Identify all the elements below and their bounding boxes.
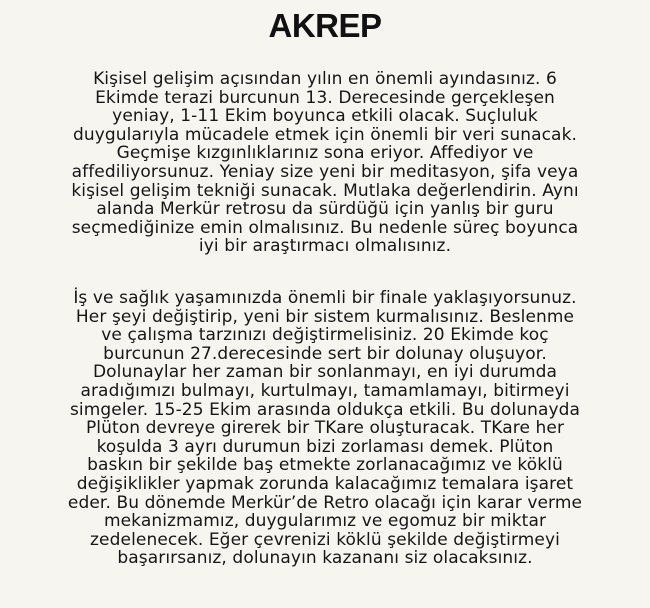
paragraph-line: zedelenecek. Eğer çevrenizi köklü şekilde değiştirmeyi — [90, 529, 560, 550]
paragraph-line: yeniay, 1-11 Ekim boyunca etkili olacak. Suçluluk — [112, 106, 538, 127]
paragraph-personal-growth — [14, 70, 636, 256]
paragraph-line: aradığımızı bulmayı, kurtulmayı, tamamlamayı, bitirmeyi — [80, 380, 570, 401]
paragraph-line: değişiklikler yapmak zorunda kalacağımız temalara işaret — [76, 473, 574, 494]
paragraph-line: Dolunaylar her zaman bir sonlanmayı, en iyi durumda — [92, 362, 558, 383]
paragraph-line: eder. Bu dönemde Merkür’de Retro olacağı için karar verme — [67, 492, 583, 513]
paragraph-line: başarırsanız, dolunayın kazananı siz olacaksınız. — [117, 548, 533, 569]
paragraph-line: koşulda 3 ayrı durumun bizi zorlaması demek. Plüton — [96, 436, 554, 457]
paragraph-line: Her şeyi değiştirip, yeni bir sistem kurmalısınız. Beslenme — [75, 306, 575, 327]
paragraph-line: alanda Merkür retrosu da sürdüğü için yanlış bir guru — [96, 199, 554, 220]
paragraph-work-health — [14, 289, 636, 568]
paragraph-line: Plüton devreye girerek bir TKare oluşturacak. TKare her — [85, 418, 565, 439]
paragraph-line: Kişisel gelişim açısından yılın en önemli ayındasınız. 6 — [93, 69, 557, 89]
paragraph-line: baskın bir şekilde baş etmekte zorlanacağımız ve köklü — [87, 455, 563, 476]
paragraph-line: ve çalışma tarzınızı değiştirmelisiniz. 20 Ekimde koç — [101, 325, 549, 346]
paragraph-line: burcunun 27.derecesinde sert bir dolunay oluşuyor. — [103, 343, 547, 364]
paragraph-line: duygularıyla mücadele etmek için önemli bir veri sunacak. — [72, 124, 578, 145]
paragraph-line: mekanizmamız, duygularımız ve egomuz bir miktar — [103, 511, 547, 532]
paragraph-line: kişisel gelişim tekniği sunacak. Mutlaka değerlendirin. Aynı — [71, 180, 579, 201]
paragraph-line: simgeler. 15-25 Ekim arasında oldukça etkili. Bu dolunayda — [69, 399, 581, 420]
paragraph-line: iyi bir araştırmacı olmalısınız. — [198, 236, 452, 257]
paragraph-line: seçmediğinize emin olmalısınız. Bu nedenle süreç boyunca — [71, 217, 579, 238]
paragraph-line: affediliyorsunuz. Yeniay size yeni bir meditasyon, şifa veya — [71, 161, 579, 182]
page-title: AKREP — [268, 7, 382, 44]
paragraph-line: Ekimde terazi burcunun 13. Derecesinde gerçekleşen — [95, 87, 555, 108]
paragraph-line: Geçmişe kızgınlıklarınız sona eriyor. Affediyor ve — [116, 143, 534, 164]
paragraph-line: İş ve sağlık yaşamınızda önemli bir finale yaklaşıyorsunuz. — [73, 288, 577, 308]
